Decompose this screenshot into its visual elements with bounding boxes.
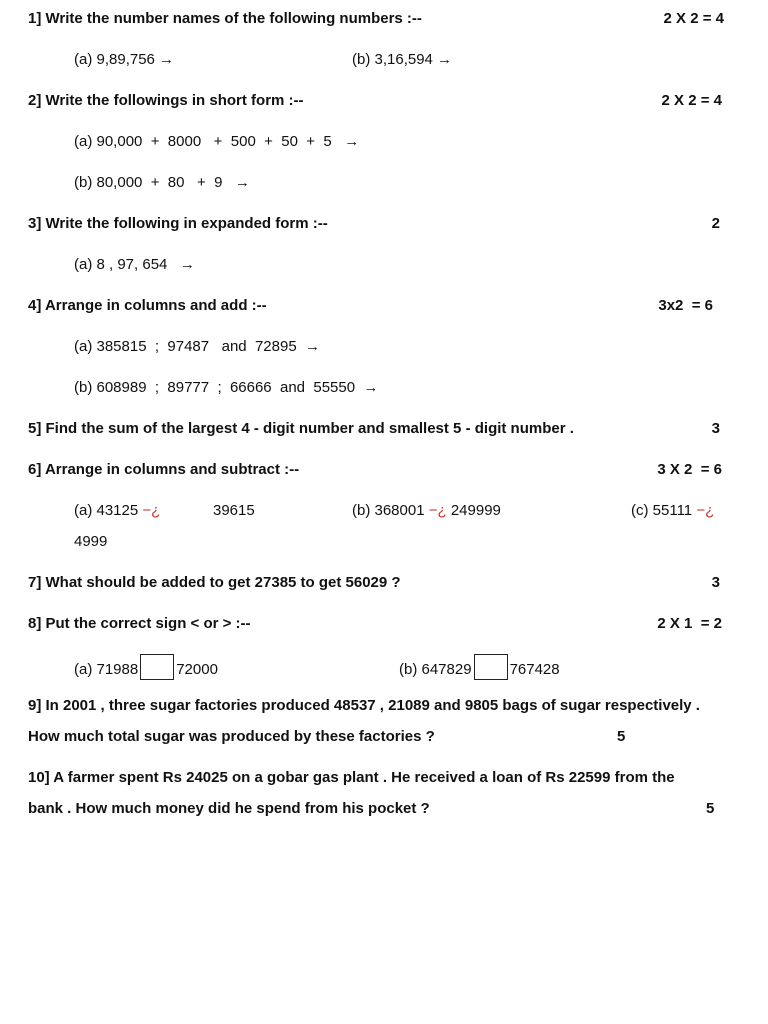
question-8-part-b-left: (b) 647829 (399, 661, 472, 678)
question-8-part-b-right: 767428 (509, 661, 560, 678)
question-6-part-c (631, 501, 714, 521)
question-6-marks: 3 X 2 = 6 (657, 461, 722, 478)
question-8-part-a (74, 654, 218, 680)
question-1-marks: 2 X 2 = 4 (663, 10, 724, 27)
answer-box[interactable] (140, 654, 174, 680)
question-6-part-c-subtrahend: 4999 (74, 533, 108, 550)
question-1-part-b: (b) 3,16,594 → (352, 51, 453, 68)
question-6-part-a (74, 501, 160, 521)
question-10-line-2: bank . How much money did he spend from his pocket ? (28, 800, 430, 817)
question-3-marks: 2 (711, 215, 720, 232)
question-10-line-1: 10] A farmer spent Rs 24025 on a gobar gas plant . He received a loan of Rs 22599 from the (28, 769, 675, 786)
question-5: 5] Find the sum of the largest 4 - digit number and smallest 5 - digit number . (28, 420, 574, 437)
question-10-marks: 5 (706, 800, 715, 817)
question-4: 4] Arrange in columns and add :-- (28, 297, 267, 314)
question-9-line-2: How much total sugar was produced by these factories ? (28, 728, 435, 745)
question-8: 8] Put the correct sign < or > :-- (28, 615, 251, 632)
question-6-part-b-subtrahend: 249999 (446, 502, 501, 519)
question-6-part-b-prefix: (b) 368001 (352, 502, 429, 519)
question-2-part-a: (a) 90,000 + 8000 + 500 + 50 + 5 → (74, 133, 360, 150)
question-8-part-b (399, 654, 560, 680)
minus-sign-glyph: −¿ (428, 502, 447, 519)
answer-box[interactable] (474, 654, 508, 680)
question-2-part-b: (b) 80,000 + 80 + 9 → (74, 174, 250, 191)
question-7-marks: 3 (711, 574, 720, 591)
question-6-part-b (352, 501, 501, 521)
question-3-part-a: (a) 8 , 97, 654 → (74, 256, 195, 273)
question-8-part-a-left: (a) 71988 (74, 661, 139, 678)
question-2: 2] Write the followings in short form :-- (28, 92, 304, 109)
question-9-marks: 5 (617, 728, 626, 745)
question-6-part-c-prefix: (c) 55111 (631, 502, 697, 519)
question-3: 3] Write the following in expanded form :-- (28, 215, 328, 232)
question-4-part-b: (b) 608989 ; 89777 ; 66666 and 55550 → (74, 379, 379, 396)
question-6-part-a-subtrahend: 39615 (213, 502, 255, 519)
question-1: 1] Write the number names of the following numbers :-- (28, 10, 422, 27)
question-1-part-a: (a) 9,89,756 → (74, 51, 175, 68)
question-6: 6] Arrange in columns and subtract :-- (28, 461, 300, 478)
question-6-part-a-prefix: (a) 43125 (74, 502, 143, 519)
question-5-marks: 3 (711, 420, 720, 437)
question-8-part-a-right: 72000 (176, 661, 218, 678)
question-7: 7] What should be added to get 27385 to get 56029 ? (28, 574, 401, 591)
question-9-line-1: 9] In 2001 , three sugar factories produced 48537 , 21089 and 9805 bags of sugar respectively . (28, 697, 700, 714)
question-4-part-a: (a) 385815 ; 97487 and 72895 → (74, 338, 321, 355)
question-8-marks: 2 X 1 = 2 (657, 615, 722, 632)
minus-sign-glyph: −¿ (142, 502, 161, 519)
question-2-marks: 2 X 2 = 4 (661, 92, 722, 109)
minus-sign-glyph: −¿ (696, 502, 715, 519)
question-4-marks: 3x2 = 6 (658, 297, 713, 314)
